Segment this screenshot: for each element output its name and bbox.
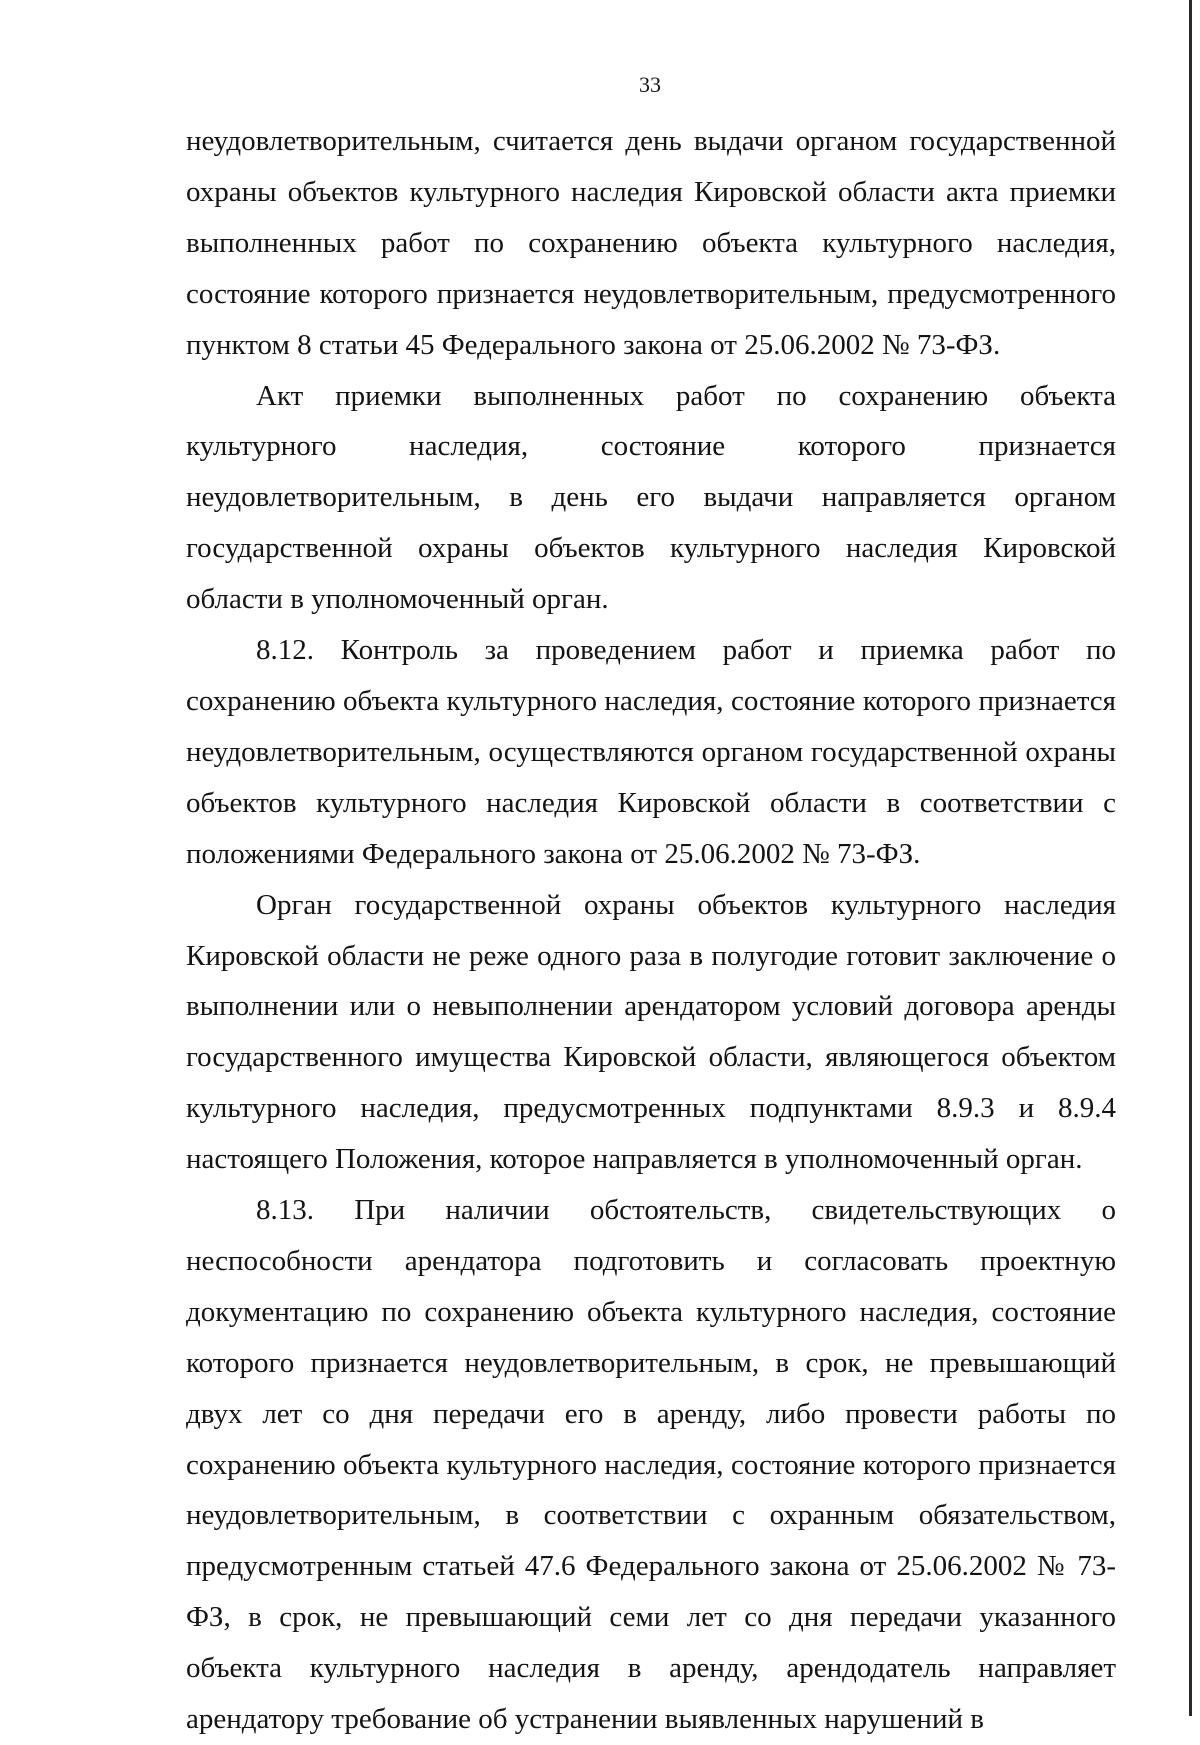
paragraph-conclusion: Орган государственной охраны объектов культурного наследия Кировской области не реже одного раза в полугодие готовит заключение о выполнении или о невыполнении арендатором условий договора аренды государственного имущества Кировской области, являющегося объектом культурного наследия, предусмотренных подпунктами 8.9.3 и 8.9.4 настоящего Положения, которое направляется в уполномоченный орган. — [186, 888, 1116, 1176]
paragraph-8-13: 8.13. При наличии обстоятельств, свидетельствующих о неспособности арендатора подготовить и согласовать проектную документацию по сохранению объекта культурного наследия, состояние которого признается неудовлетворительным, в срок, не превышающий двух лет со дня передачи его в аренду, либо провести работы по сохранению объекта культурного наследия, состояние которого признается неудовлетворительным, в соответствии с охранным обязательством, предусмотренным статьей 47.6 Федерального закона от 25.06.2002 № 73-ФЗ, в срок, не превышающий семи лет со дня передачи указанного объекта культурного наследия в аренду, арендодатель направляет арендатору требование об устранении выявленных нарушений в — [186, 1194, 1116, 1736]
document-body — [186, 116, 1116, 1745]
paragraph-8-12: 8.12. Контроль за проведением работ и приемка работ по сохранению объекта культурного наследия, состояние которого признается неудовлетворительным, осуществляются органом государственной охраны объектов культурного наследия Кировской области в соответствии с положениями Федерального закона от 25.06.2002 № 73-ФЗ. — [186, 634, 1116, 870]
scan-edge-line — [1189, 0, 1192, 1716]
paragraph-continuation: неудовлетворительным, считается день выдачи органом государственной охраны объектов культурного наследия Кировской области акта приемки выполненных работ по сохранению объекта культурного наследия, состояние которого признается неудовлетворительным, предусмотренного пунктом 8 статьи 45 Федерального закона от 25.06.2002 № 73-ФЗ. — [186, 125, 1116, 361]
paragraph-act-of-acceptance: Акт приемки выполненных работ по сохранению объекта культурного наследия, состояние которого признается неудовлетворительным, в день его выдачи направляется органом государственной охраны объектов культурного наследия Кировской области в уполномоченный орган. — [186, 379, 1116, 616]
page-number: 33 — [639, 72, 661, 97]
